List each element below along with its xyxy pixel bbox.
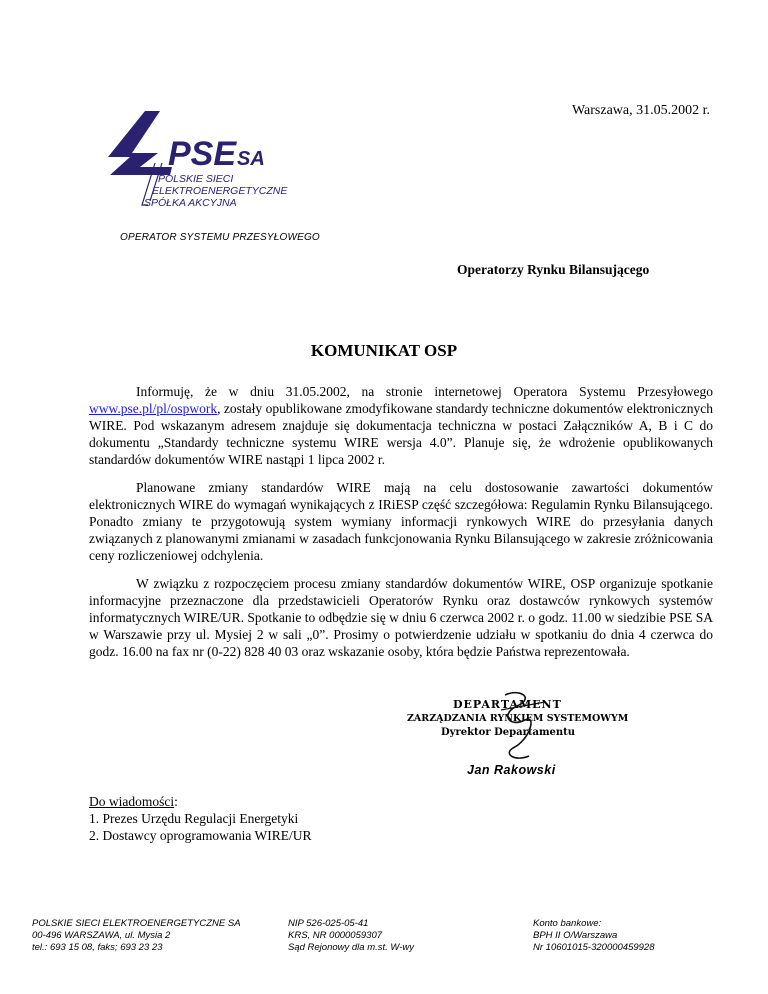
pse-logo [100, 105, 330, 220]
logo-text: PSE [168, 135, 237, 173]
distribution-item: 2. Dostawcy oprogramowania WIRE/UR [89, 828, 312, 843]
document-title: KOMUNIKAT OSP [310, 341, 458, 360]
footer-address: POLSKIE SIECI ELEKTROENERGETYCZNE SA 00-496 WARSZAWA, ul. Mysia 2 tel.: 693 15 08, faks; 693 23 23 [32, 918, 241, 953]
signatory-name: Jan Rakowski [467, 763, 556, 777]
logo-sa: SA [237, 148, 265, 170]
stamp-line-3: Dyrektor Departamentu [441, 727, 576, 738]
footer-registration: NIP 526-025-05-41 KRS, NR 0000059307 Sąd Rejonowy dla m.st. W-wy [288, 918, 415, 953]
logo-subtitle-2: ELEKTROENERGETYCZNE [152, 185, 288, 197]
message-body [89, 383, 713, 671]
recipient: Operatorzy Rynku Bilansującego [457, 262, 650, 277]
paragraph-2: Planowane zmiany standardów WIRE mają na celu dostosowanie zawartości dokumentów elektronicznych WIRE do wymagań wynikających z IRiESP część szczegółowa: Regulamin Rynku Bilansującego. Ponadto zmiany te przygotowują system wymiany informacji rynkowych WIRE do przesyłania danych związanych z planowanymi zmianami w zasadach funkcjonowania Rynku Bilansującego w zakresie zróżnicowania ceny rozliczeniowej odchylenia. [89, 480, 713, 563]
ospwork-link[interactable]: www.pse.pl/pl/ospwork [89, 401, 218, 416]
logo-subtitle-1: POLSKIE SIECI [158, 173, 234, 185]
stamp-line-2: ZARZĄDZANIA RYNKIEM SYSTEMOWYM [407, 713, 629, 724]
operator-tagline: OPERATOR SYSTEMU PRZESYŁOWEGO [120, 232, 320, 243]
paragraph-1: Informuję, że w dniu 31.05.2002, na stronie internetowej Operatora Systemu Przesyłowego www.pse.pl/pl/ospwork, zostały opublikowane zmodyfikowane standardy techniczne dokumentów elektronicznych WIRE. Pod wskazanym adresem znajduje się dokumentacja techniczna w postaci Załączników A, B i C do dokumentu „Standardy techniczne systemu WIRE wersja 4.0”. Planuje się, że wdrożenie opublikowanych standardów dokumentów WIRE nastąpi 1 lipca 2002 r. [89, 384, 713, 467]
document-date: Warszawa, 31.05.2002 r. [571, 103, 710, 118]
logo-subtitle-3: SPÓŁKA AKCYJNA [144, 197, 237, 209]
stamp-line-1: DEPARTAMENT [453, 698, 562, 711]
lightning-bolt-icon [108, 111, 172, 175]
paragraph-3: W związku z rozpoczęciem procesu zmiany standardów dokumentów WIRE, OSP organizuje spotkanie informacyjne przeznaczone dla przedstawicieli Operatorów Rynku oraz dostawców rynkowych systemów informatycznych WIRE/UR. Spotkanie to odbędzie się w dniu 6 czerwca 2002 r. o godz. 11.00 w siedzibie PSE SA w Warszawie przy ul. Mysiej 2 w sali „0”. Prosimy o potwierdzenie udziału w spotkaniu do dnia 4 czerwca do godz. 16.00 na fax nr (0-22) 828 40 03 oraz wskazanie osoby, która będzie Państwa reprezentowała. [89, 576, 713, 659]
distribution-list [89, 793, 311, 844]
distribution-item: 1. Prezes Urzędu Regulacji Energetyki [89, 811, 299, 826]
signature-stamp [405, 690, 650, 780]
footer-bank: Konto bankowe: BPH II O/Warszawa Nr 10601015-320000459928 [533, 918, 655, 953]
distribution-title: Do wiadomości: [89, 794, 178, 809]
